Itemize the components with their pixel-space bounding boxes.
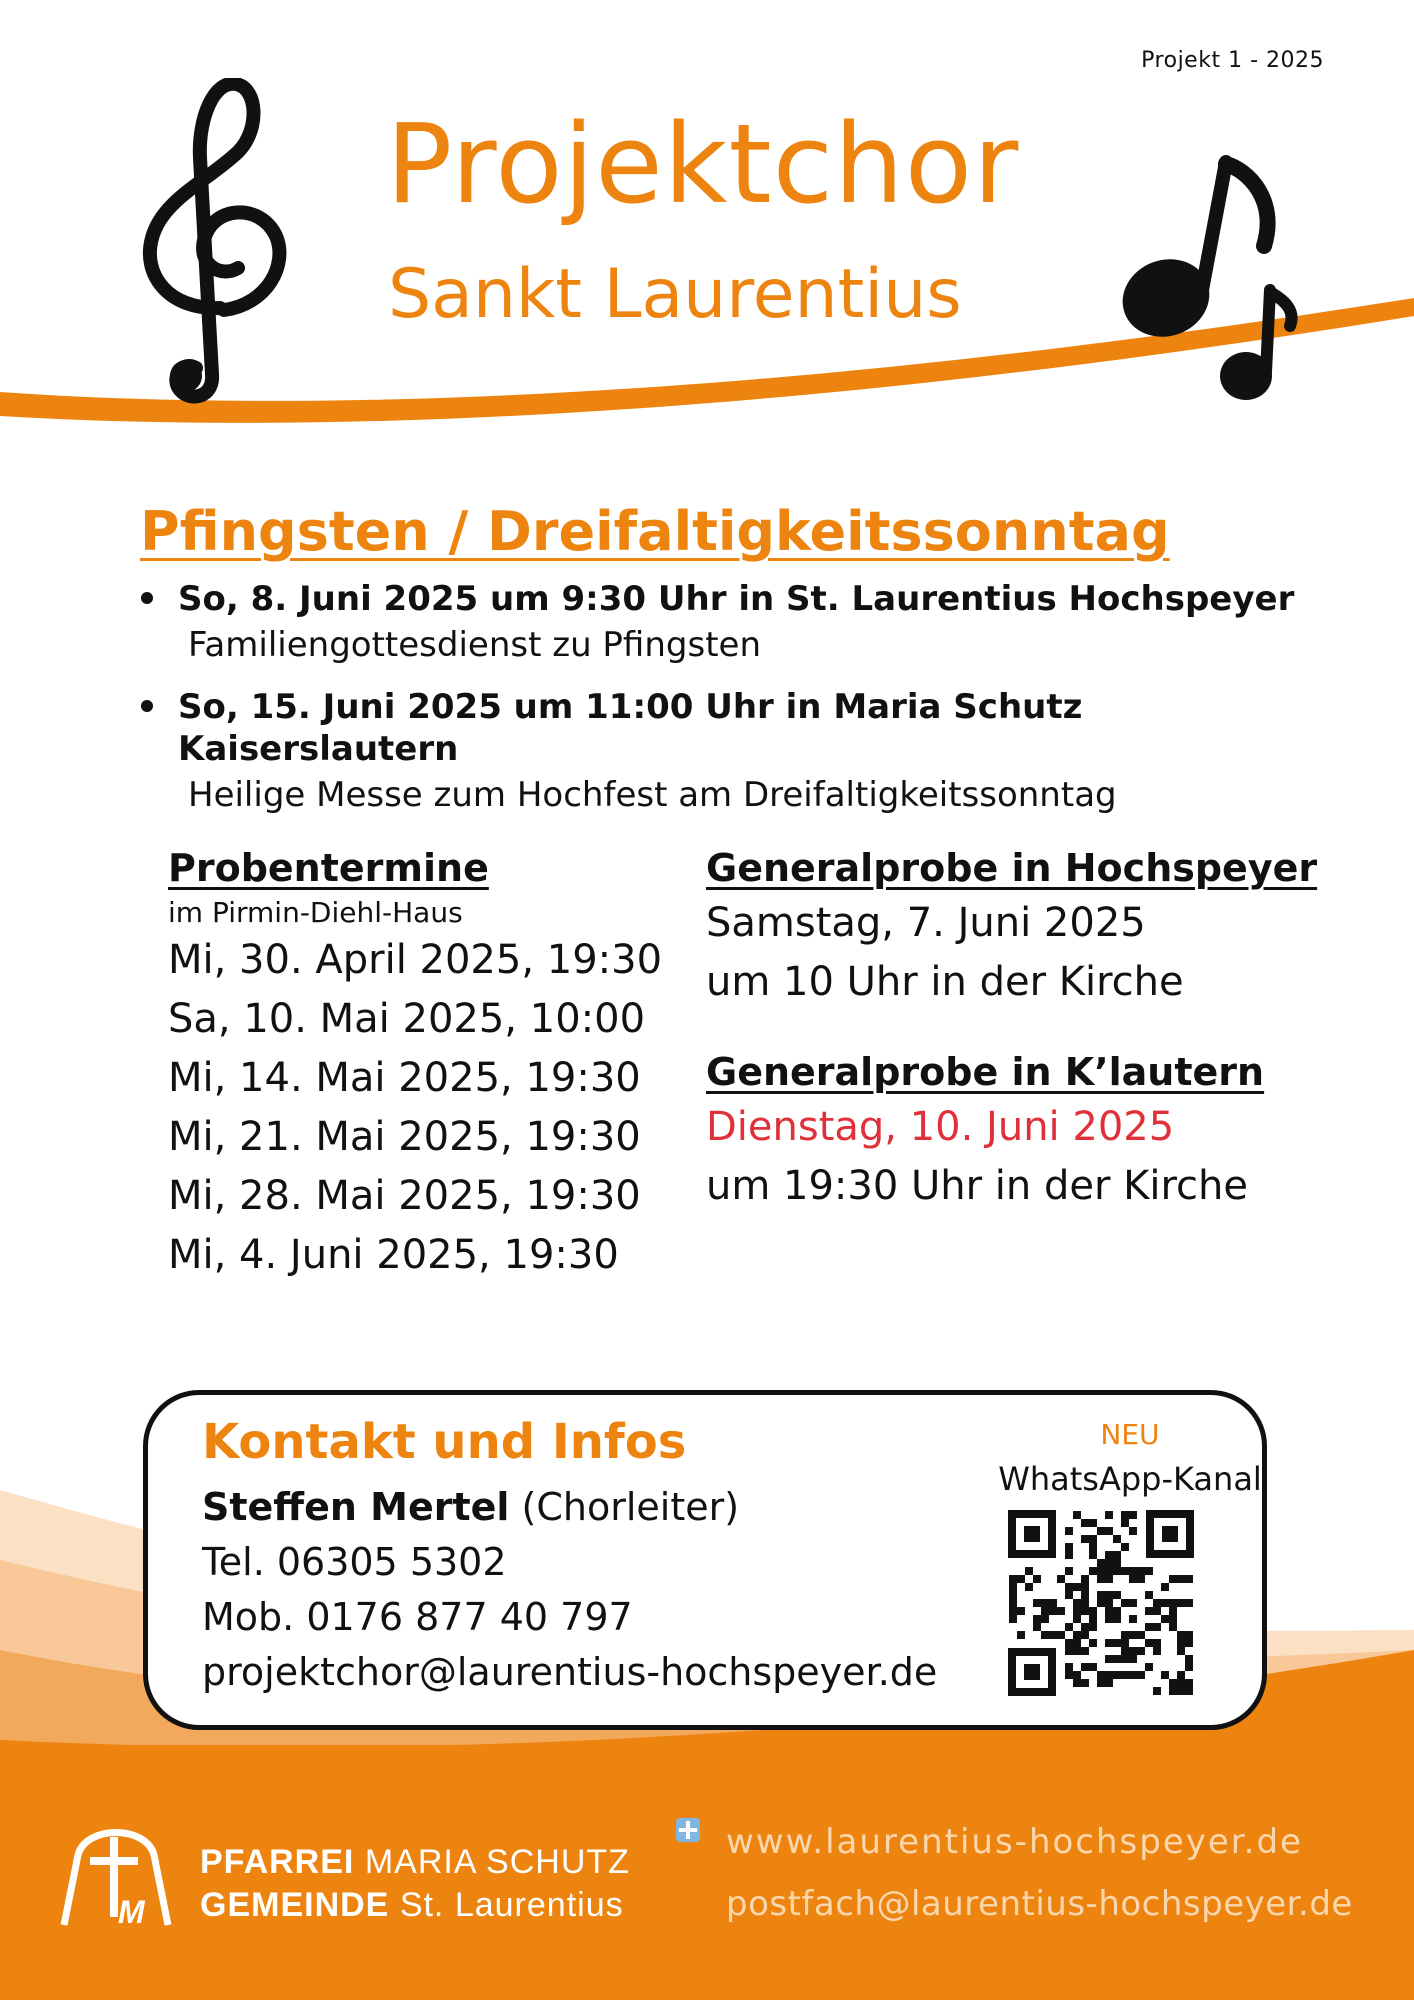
event-description: Familiengottesdienst zu Pfingsten: [188, 625, 761, 665]
new-badge: NEU: [1100, 1418, 1160, 1451]
general-rehearsal-column: [706, 846, 1346, 1216]
rehearsal-date: Mi, 28. Mai 2025, 19:30: [168, 1173, 641, 1219]
treble-clef-icon: [128, 78, 300, 404]
event-list: [138, 578, 1338, 836]
list-item: [138, 578, 1338, 670]
project-tag: Projekt 1 - 2025: [1141, 48, 1324, 73]
general-rehearsal-date: Samstag, 7. Juni 2025: [706, 900, 1146, 946]
contact-tel: Tel. 06305 5302: [202, 1540, 507, 1584]
general-rehearsal-heading: Generalprobe in K’lautern: [706, 1050, 1265, 1094]
general-rehearsal-time: um 10 Uhr in der Kirche: [706, 959, 1184, 1005]
whatsapp-channel-label: WhatsApp-Kanal: [998, 1460, 1262, 1498]
page-subtitle: Sankt Laurentius: [388, 255, 962, 334]
general-rehearsal-heading: Generalprobe in Hochspeyer: [706, 846, 1318, 890]
music-notes-icon: [1118, 150, 1304, 410]
rehearsal-heading: Probentermine: [168, 846, 489, 890]
rehearsal-location: im Pirmin-Diehl-Haus: [168, 896, 463, 929]
contact-title: Kontakt und Infos: [202, 1414, 687, 1470]
list-item: [138, 686, 1338, 820]
rehearsal-date: Mi, 4. Juni 2025, 19:30: [168, 1232, 619, 1278]
parish-cross-logo-icon: [56, 1815, 176, 1935]
event-description: Heilige Messe zum Hochfest am Dreifaltigkeitssonntag: [188, 775, 1117, 815]
contact-email[interactable]: projektchor@laurentius-hochspeyer.de: [202, 1650, 938, 1694]
contact-name-line: [202, 1485, 739, 1529]
rehearsal-date: Mi, 14. Mai 2025, 19:30: [168, 1055, 641, 1101]
rehearsal-date: Mi, 30. April 2025, 19:30: [168, 937, 663, 983]
footer-logo-rest-2: St. Laurentius: [399, 1886, 624, 1924]
section-heading: Pfingsten / Dreifaltigkeitssonntag: [140, 500, 1170, 563]
event-datetime: So, 8. Juni 2025 um 9:30 Uhr in St. Laurentius Hochspeyer: [178, 579, 1295, 619]
footer-logo-bold-1: PFARREI: [200, 1843, 355, 1881]
event-datetime: So, 15. Juni 2025 um 11:00 Uhr in Maria Schutz Kaiserslautern: [178, 687, 1083, 769]
cross-plus-icon: [676, 1818, 700, 1842]
svg-text:M: M: [118, 1894, 145, 1930]
contact-role: (Chorleiter): [521, 1485, 740, 1529]
rehearsal-date: Mi, 21. Mai 2025, 19:30: [168, 1114, 641, 1160]
bullet-icon: [141, 700, 153, 712]
page-title: Projektchor: [386, 100, 1020, 228]
rehearsal-date: Sa, 10. Mai 2025, 10:00: [168, 996, 646, 1042]
footer-logo-rest-1: MARIA SCHUTZ: [364, 1843, 630, 1881]
general-rehearsal-time: um 19:30 Uhr in der Kirche: [706, 1163, 1249, 1209]
contact-mobile: Mob. 0176 877 40 797: [202, 1595, 633, 1639]
bullet-icon: [141, 592, 153, 604]
general-rehearsal-date: Dienstag, 10. Juni 2025: [706, 1104, 1175, 1150]
footer-logo-bold-2: GEMEINDE: [200, 1886, 390, 1924]
footer-logo-line-2: [200, 1886, 624, 1925]
footer-website-link[interactable]: www.laurentius-hochspeyer.de: [726, 1822, 1303, 1862]
contact-name: Steffen Mertel: [202, 1485, 510, 1529]
rehearsal-column: [168, 846, 668, 1285]
qr-code-icon[interactable]: [1008, 1510, 1194, 1696]
footer-email-link[interactable]: postfach@laurentius-hochspeyer.de: [726, 1884, 1353, 1924]
footer-logo-line-1: [200, 1843, 630, 1882]
